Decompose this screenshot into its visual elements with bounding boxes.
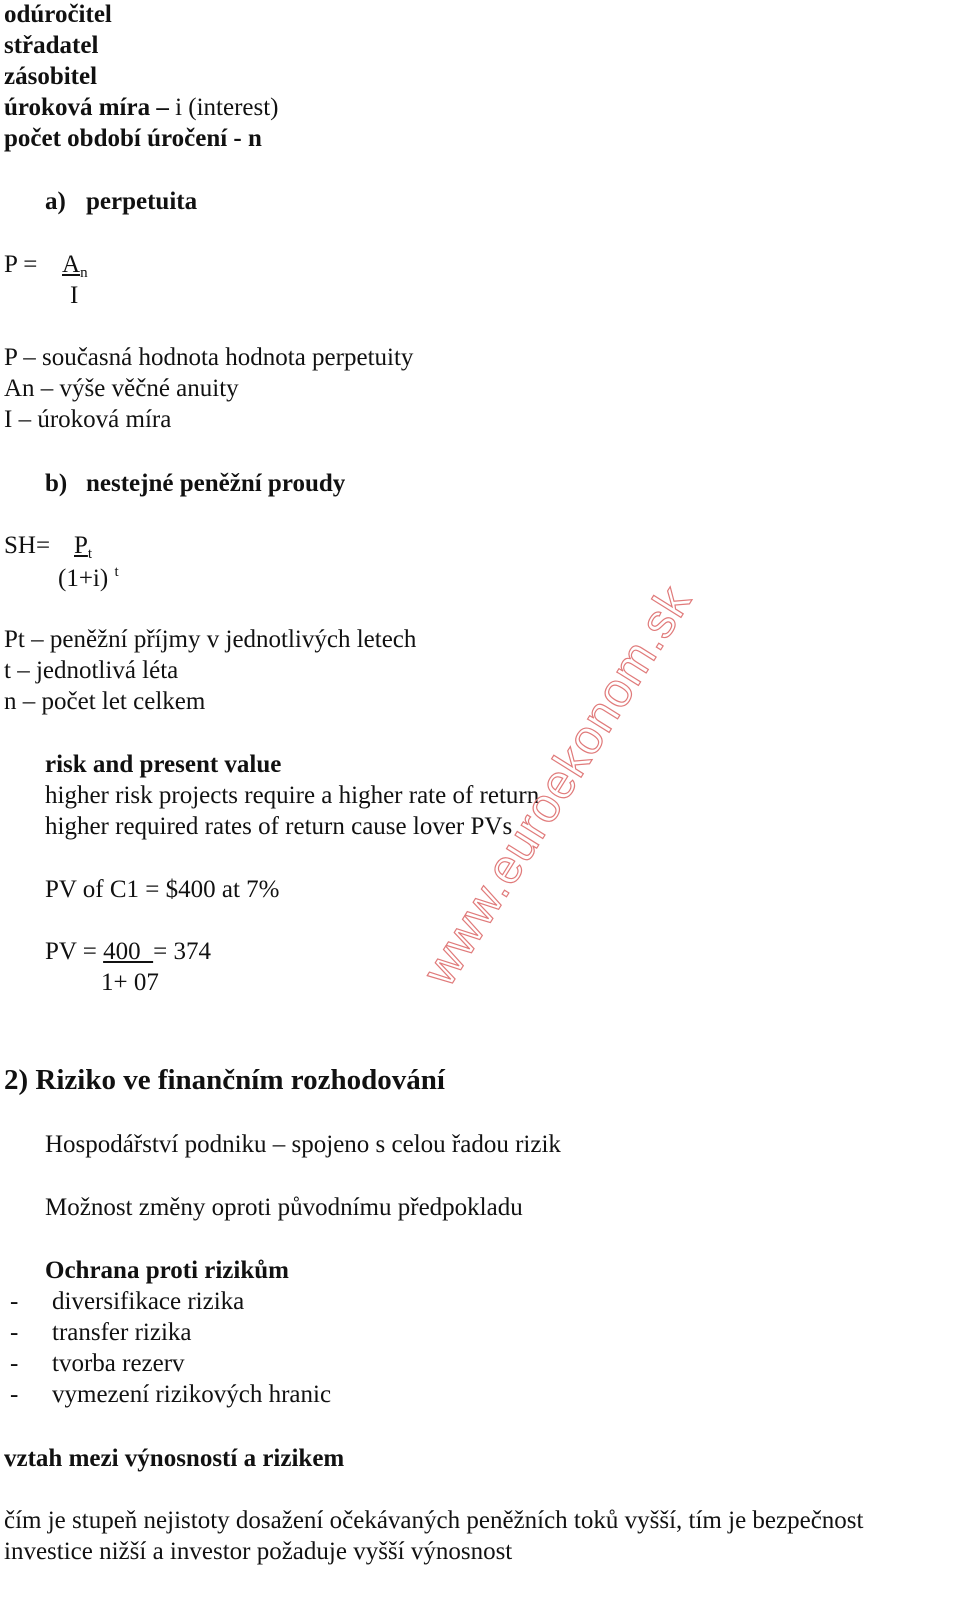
section-b-label: b): [45, 470, 68, 497]
risk-pv-example: PV of C1 = $400 at 7%: [45, 876, 280, 903]
protection-bullet-1: -: [10, 1288, 19, 1315]
risk-pv-title: risk and present value: [45, 751, 282, 778]
formula-sh-denominator: [58, 565, 119, 591]
perpetuity-def-i: I – úroková míra: [4, 406, 172, 433]
pv-formula-denominator: 1+ 07: [101, 969, 159, 996]
protection-item-4: vymezení rizikových hranic: [52, 1381, 332, 1408]
term-stradatel: střadatel: [4, 32, 99, 59]
pv-formula-numerator: 400: [103, 938, 154, 965]
section-a-title: perpetuita: [86, 188, 198, 215]
risk-pv-line-1: higher risk projects require a higher rate of return: [45, 782, 540, 809]
formula-p-denominator: I: [70, 282, 79, 309]
perpetuity-def-an: An – výše věčné anuity: [4, 375, 239, 402]
relation-line-2: investice nižší a investor požaduje vyšší výnosnost: [4, 1538, 513, 1565]
protection-bullet-2: -: [10, 1319, 19, 1346]
cashflow-def-t: t – jednotlivá léta: [4, 657, 179, 684]
pv-formula-lhs: PV =: [45, 938, 104, 965]
perpetuity-def-p: P – současná hodnota hodnota perpetuity: [4, 344, 414, 371]
section-b-title: nestejné peněžní proudy: [86, 470, 346, 497]
formula-p-numerator: [62, 252, 88, 281]
periods-line: počet období úročení - n: [4, 125, 262, 152]
term-zasobitel: zásobitel: [4, 63, 98, 90]
section-a-label: a): [45, 188, 66, 215]
protection-bullet-4: -: [10, 1381, 19, 1408]
formula-sh-numerator: [74, 533, 92, 562]
interest-rate-symbol: i (interest): [168, 94, 279, 121]
protection-item-3: tvorba rezerv: [52, 1350, 185, 1377]
protection-item-2: transfer rizika: [52, 1319, 192, 1346]
section-2-line-1: Hospodářství podniku – spojeno s celou řadou rizik: [45, 1131, 561, 1158]
formula-sh-denominator-sup: t: [114, 564, 119, 580]
formula-p-numerator-base: A: [62, 251, 81, 278]
formula-p-lhs: P =: [4, 251, 38, 278]
section-2-title: 2) Riziko ve finančním rozhodování: [4, 1064, 445, 1096]
formula-sh-numerator-sub: t: [87, 546, 93, 562]
cashflow-def-n: n – počet let celkem: [4, 688, 206, 715]
risk-pv-line-2: higher required rates of return cause lover PVs: [45, 813, 513, 840]
relation-line-1: čím je stupeň nejistoty dosažení očekávaných peněžních toků vyšší, tím je bezpečnost: [4, 1507, 864, 1534]
formula-sh-lhs: SH=: [4, 532, 51, 559]
protection-item-1: diversifikace rizika: [52, 1288, 245, 1315]
pv-formula-rhs: = 374: [153, 938, 211, 965]
relation-title: vztah mezi výnosností a rizikem: [4, 1445, 345, 1472]
term-odurocitel: odúročitel: [4, 1, 112, 28]
formula-sh-denominator-base: (1+i): [58, 565, 109, 592]
cashflow-def-pt: Pt – peněžní příjmy v jednotlivých letech: [4, 626, 417, 653]
formula-p-numerator-sub: n: [80, 265, 88, 281]
pv-formula: [45, 939, 211, 964]
section-2-line-2: Možnost změny oproti původnímu předpokladu: [45, 1194, 523, 1221]
interest-rate-label: úroková míra –: [4, 94, 169, 121]
protection-title: Ochrana proti rizikům: [45, 1257, 289, 1284]
watermark: www.euroekonom.sk: [413, 576, 702, 995]
protection-bullet-3: -: [10, 1350, 19, 1377]
interest-rate-line: [4, 95, 279, 120]
formula-sh-numerator-base: P: [74, 532, 88, 559]
